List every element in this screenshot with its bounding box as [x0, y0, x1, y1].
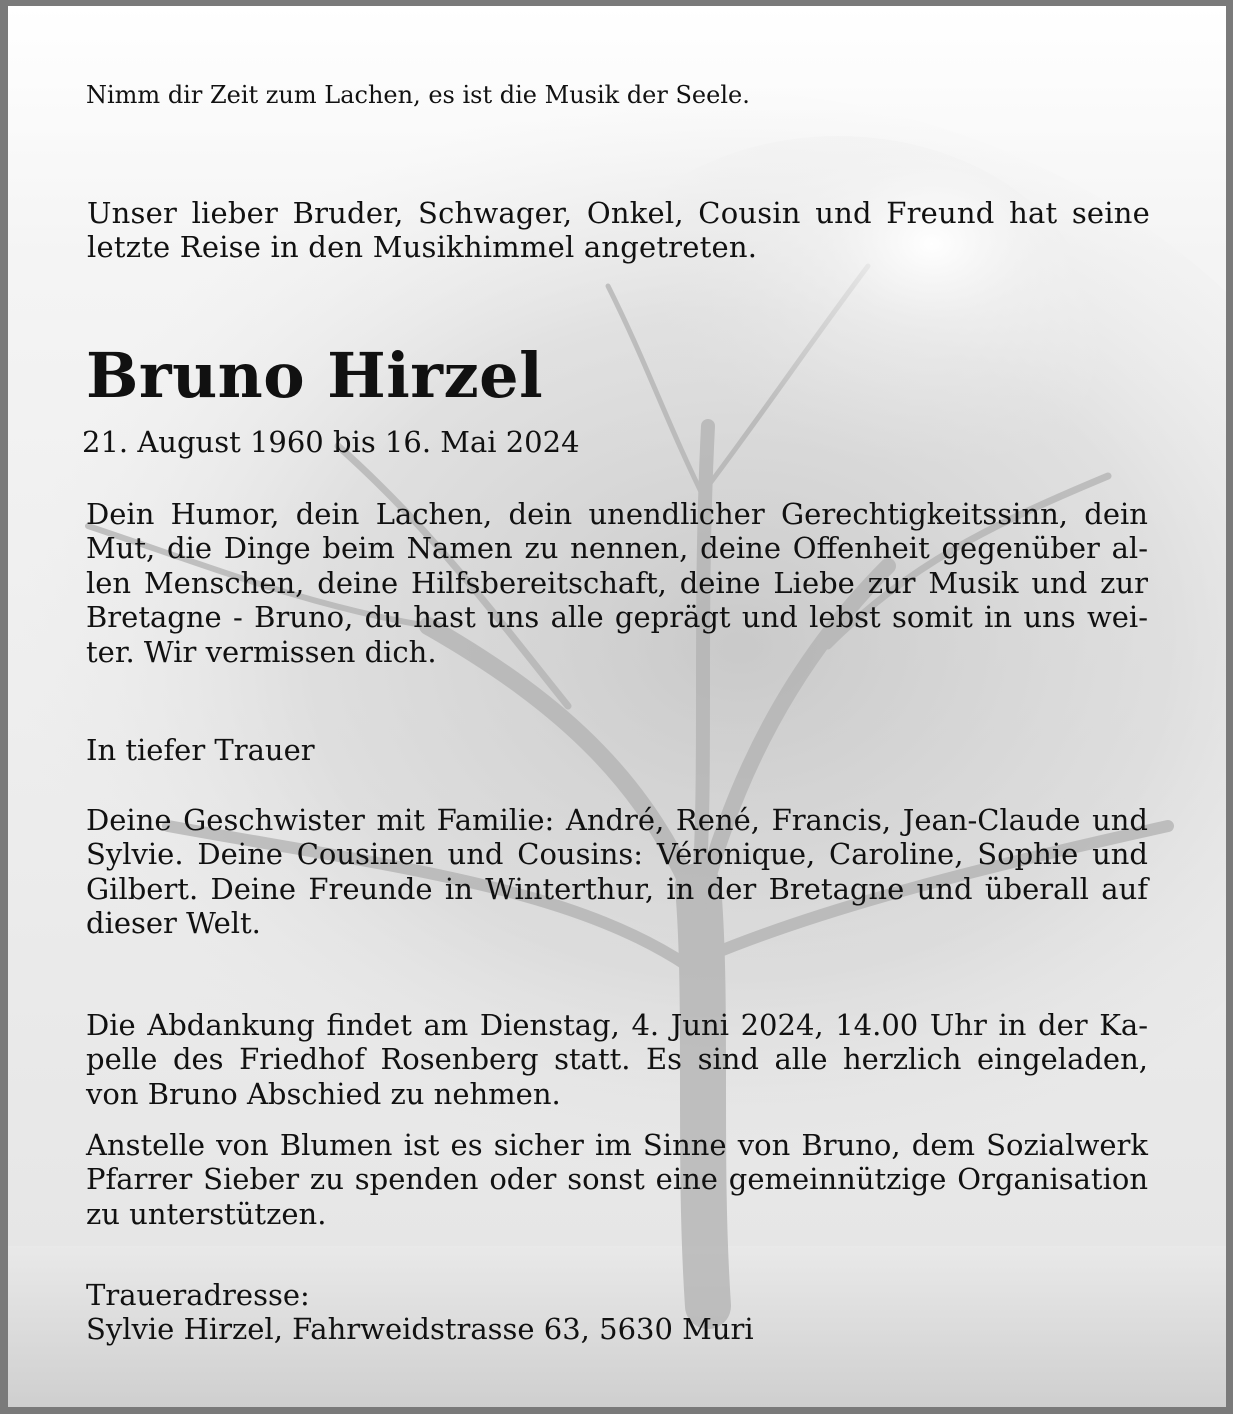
deceased-name: Bruno Hirzel	[86, 339, 544, 412]
mourning-line: In tiefer Trauer	[86, 733, 315, 767]
funeral-service-paragraph: Die Abdankung findet am Dienstag, 4. Juni 2024, 14.00 Uhr in der Ka-pelle des Friedhof Rosenberg statt. Es sind alle herzlich eingeladen, von Bruno Abschied zu nehmen.	[86, 1008, 1148, 1111]
motto: Nimm dir Zeit zum Lachen, es ist die Musik der Seele.	[86, 81, 750, 109]
obituary-page	[8, 6, 1226, 1407]
life-dates: 21. August 1960 bis 16. Mai 2024	[82, 425, 580, 459]
donation-paragraph: Anstelle von Blumen ist es sicher im Sinne von Bruno, dem Sozialwerk Pfarrer Sieber zu spenden oder sonst eine gemeinnützige Organisation zu unterstützen.	[86, 1128, 1148, 1231]
mourning-address: Sylvie Hirzel, Fahrweidstrasse 63, 5630 Muri	[86, 1312, 754, 1346]
announcement: Unser lieber Bruder, Schwager, Onkel, Cousin und Freund hat seine letzte Reise in den Musikhimmel angetreten.	[87, 196, 1150, 264]
tribute-paragraph: Dein Humor, dein Lachen, dein unendlicher Gerechtigkeitssinn, dein Mut, die Dinge beim Namen zu nennen, deine Offenheit gegenüber al-len Menschen, deine Hilfsbereitschaft, deine Liebe zur Musik und zur Bretagne - Bruno, du hast uns alle geprägt und lebst somit in uns wei-ter. Wir vermissen dich.	[86, 497, 1148, 669]
address-label: Traueradresse:	[86, 1278, 310, 1312]
family-paragraph: Deine Geschwister mit Familie: André, René, Francis, Jean-Claude und Sylvie. Deine Cousinen und Cousins: Véronique, Caroline, Sophie und Gilbert. Deine Freunde in Winterthur, in der Bretagne und überall auf dieser Welt.	[86, 803, 1148, 941]
